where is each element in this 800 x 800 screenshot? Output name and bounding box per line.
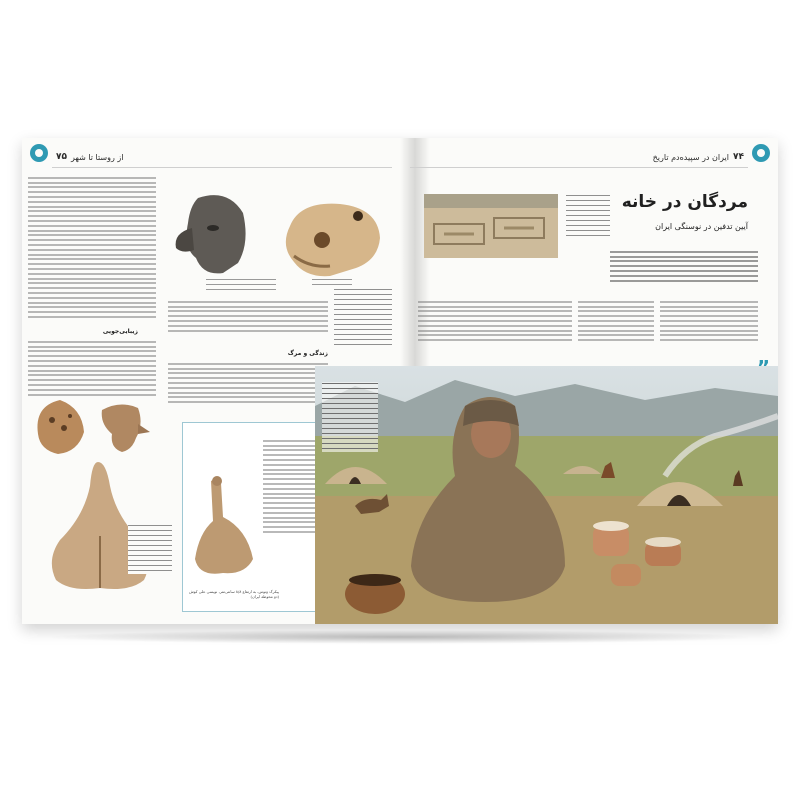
right-page-number: ۷۴ [733, 152, 744, 162]
body-text-middle-column [168, 298, 328, 346]
side-caption [334, 288, 392, 348]
shell-ornament-image [30, 394, 90, 458]
left-page-number: ۷۵ [56, 152, 67, 162]
photo-caption [566, 194, 610, 240]
illustration-caption [322, 382, 378, 452]
clay-figurine-image [92, 394, 154, 456]
header-rule-right [410, 167, 748, 168]
article-subtitle: آیین تدفین در نوسنگی ایران [655, 222, 748, 231]
left-running-header [52, 148, 123, 166]
subhead-beauty: زیبایی‌جویی [102, 328, 138, 335]
magazine-spread [22, 138, 778, 624]
seated-venus-figurine-image [187, 473, 261, 583]
intro-text [610, 248, 758, 292]
circle-logo-icon [30, 144, 48, 162]
left-running-title: از روستا تا شهر [71, 152, 124, 162]
article-title: مردگان در خانه [621, 192, 748, 212]
body-text-column-1 [660, 298, 758, 356]
body-text-left-column [28, 174, 156, 324]
skull-caption-1 [206, 278, 276, 292]
body-text-life-death [168, 360, 328, 418]
circle-logo-icon-right [752, 144, 770, 162]
skull-caption-2 [312, 278, 352, 288]
infobox-caption: پیکرک ونوس، به ارتفاع ۸/۸ سانتی‌متر، نویسی علی کوش (دو محوطه ایران) [189, 589, 279, 599]
body-text-column-2 [578, 298, 654, 356]
body-text-column-3 [418, 298, 572, 356]
right-running-title: ایران در سپیده‌دم تاریخ [652, 152, 729, 162]
book-shadow [40, 630, 760, 644]
painted-skull-image [270, 196, 386, 278]
excavation-site-photo [424, 194, 558, 258]
figurine-caption [128, 524, 172, 574]
neolithic-village-illustration [315, 366, 778, 624]
skull-reconstruction-image [168, 188, 268, 278]
subhead-life-and-death: زندگی و مرگ [287, 350, 328, 357]
right-running-header [653, 148, 748, 166]
header-rule [52, 167, 392, 168]
